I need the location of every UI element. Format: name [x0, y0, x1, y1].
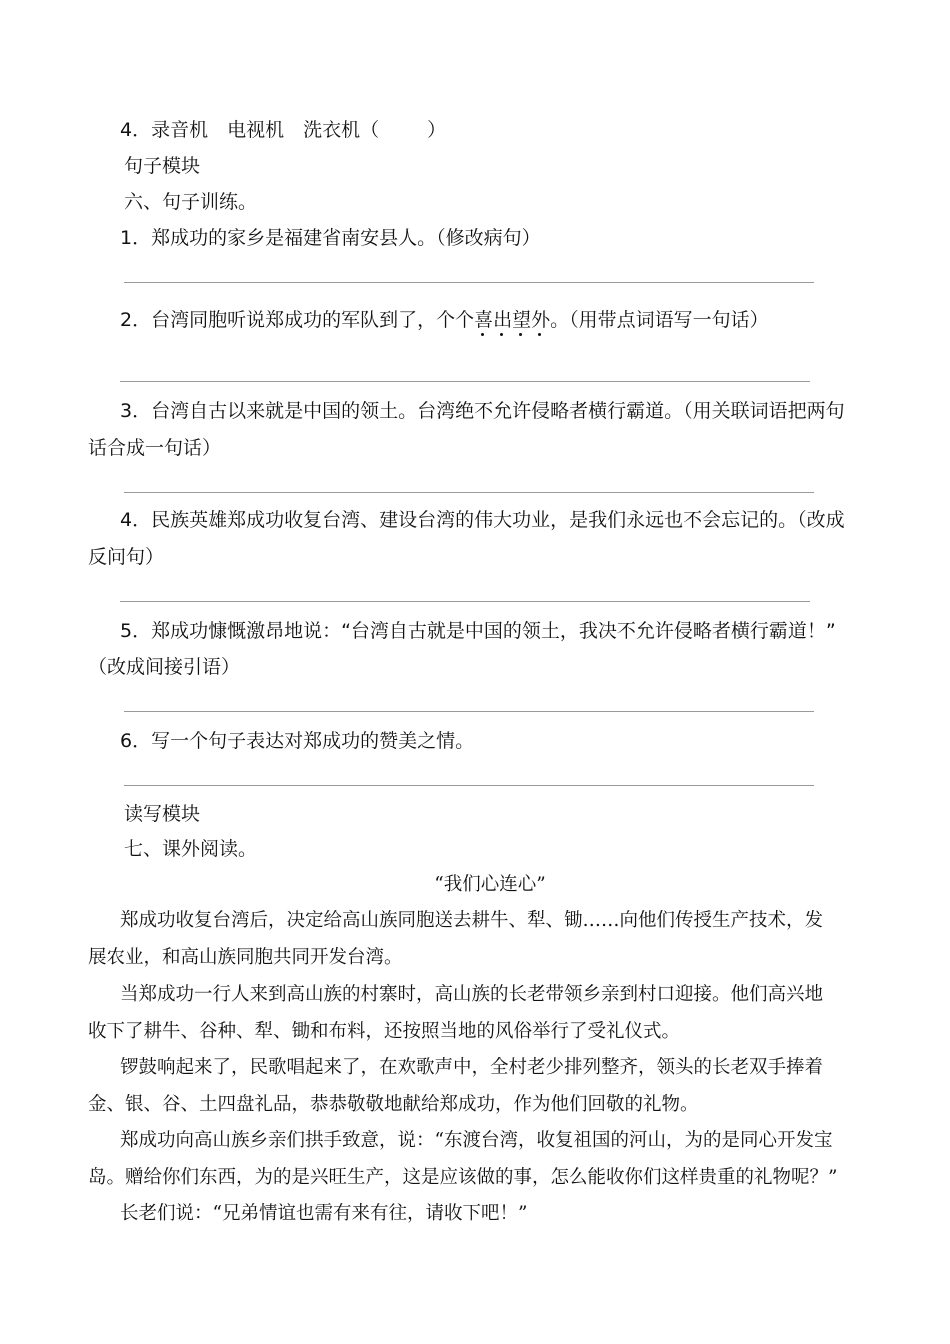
question-1: 1．郑成功的家乡是福建省南安县人。（修改病句） [120, 227, 541, 249]
question-2: 2．台湾同胞听说郑成功的军队到了，个个喜出望外。（用带点词语写一句话） [120, 309, 769, 331]
answer-line-2[interactable] [120, 381, 810, 382]
emphasis-dot [481, 333, 484, 336]
emphasis-dot [519, 333, 522, 336]
answer-line-1[interactable] [124, 282, 814, 283]
passage-paragraph-3-line-2: 金、银、谷、土四盘礼品，恭恭敬敬地献给郑成功，作为他们回敬的礼物。 [88, 1094, 699, 1115]
passage-paragraph-2-line-1: 当郑成功一行人来到高山族的村寨时，高山族的长老带领乡亲到村口迎接。他们高兴地 [120, 984, 824, 1005]
section-title-extracurricular-reading: 七、课外阅读。 [124, 838, 258, 860]
emphasis-dot [538, 333, 541, 336]
section-title-sentence-training: 六、句子训练。 [124, 191, 258, 213]
answer-line-6[interactable] [124, 785, 814, 786]
question-4-line-2: 反问句） [88, 546, 165, 568]
question-4-line-1: 4．民族英雄郑成功收复台湾、建设台湾的伟大功业，是我们永远也不会忘记的。（改成 [120, 509, 845, 531]
answer-line-5[interactable] [124, 711, 814, 712]
emphasis-dot [500, 333, 503, 336]
module-heading-reading: 读写模块 [124, 803, 201, 825]
question-6: 6．写一个句子表达对郑成功的赞美之情。 [120, 730, 475, 752]
passage-paragraph-2-line-2: 收下了耕牛、谷种、犁、锄和布料，还按照当地的风俗举行了受礼仪式。 [88, 1021, 681, 1042]
question-5-line-2: （改成间接引语） [88, 656, 241, 678]
answer-line-3[interactable] [124, 492, 814, 493]
answer-line-4[interactable] [120, 601, 810, 602]
passage-paragraph-3-line-1: 锣鼓响起来了，民歌唱起来了，在欢歌声中，全村老少排列整齐，领头的长老双手捧着 [120, 1057, 824, 1078]
passage-paragraph-4-line-2: 岛。赠给你们东西，为的是兴旺生产，这是应该做的事，怎么能收你们这样贵重的礼物呢？” [88, 1167, 838, 1188]
passage-paragraph-5: 长老们说：“兄弟情谊也需有来有往，请收下吧！” [120, 1203, 528, 1224]
question-4-words: 4．录音机 电视机 洗衣机（ ） [120, 119, 447, 141]
question-5-line-1: 5．郑成功慷慨激昂地说：“台湾自古就是中国的领土，我决不允许侵略者横行霸道！” [120, 620, 836, 642]
question-3-line-2: 话合成一句话） [88, 437, 222, 459]
passage-paragraph-1-line-2: 展农业，和高山族同胞共同开发台湾。 [88, 947, 403, 968]
passage-title: “我们心连心” [434, 874, 546, 895]
passage-paragraph-1-line-1: 郑成功收复台湾后，决定给高山族同胞送去耕牛、犁、锄……向他们传授生产技术，发 [120, 910, 824, 931]
module-heading-sentence: 句子模块 [124, 155, 201, 177]
question-3-line-1: 3．台湾自古以来就是中国的领土。台湾绝不允许侵略者横行霸道。（用关联词语把两句 [120, 400, 845, 422]
passage-paragraph-4-line-1: 郑成功向高山族乡亲们拱手致意，说：“东渡台湾，收复祖国的河山，为的是同心开发宝 [120, 1130, 833, 1151]
